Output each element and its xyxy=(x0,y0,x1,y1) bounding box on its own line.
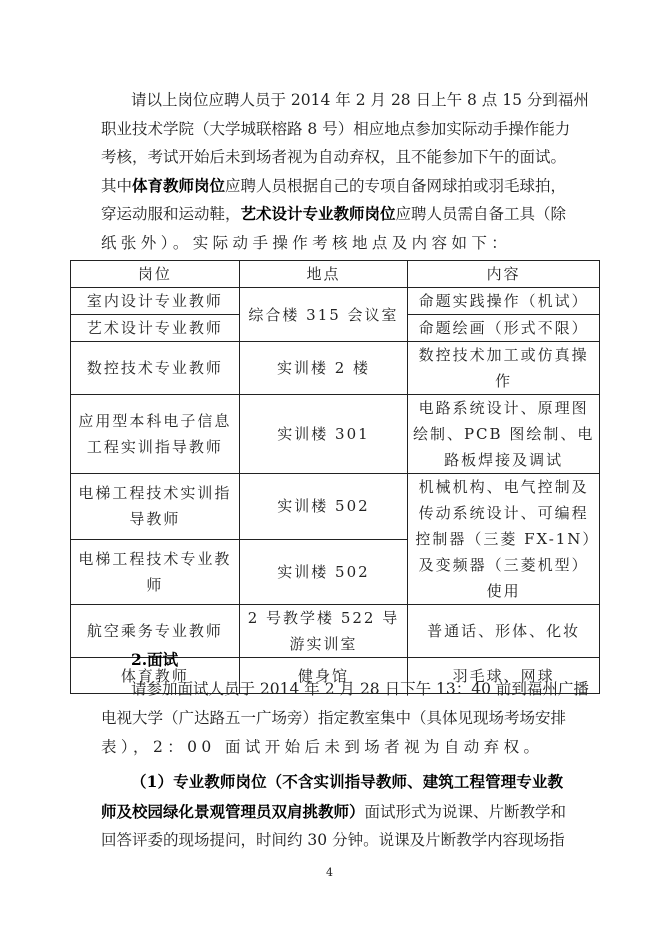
post-cell: 艺术设计专业教师 xyxy=(71,315,240,342)
header-cell: 内容 xyxy=(408,261,600,288)
content-cell: 命题实践操作（机试） xyxy=(408,288,600,315)
header-cell: 地点 xyxy=(239,261,408,288)
post-cell: 航空乘务专业教师 xyxy=(71,605,240,658)
post-cell: 体育教师 xyxy=(71,658,240,694)
text-line xyxy=(131,771,563,793)
text-line xyxy=(101,801,567,823)
table-row xyxy=(71,342,600,395)
text-line: 回答评委的现场提问，时间约 30 分钟。说课及片断教学内容现场指 xyxy=(101,831,565,849)
post-cell: 电梯工程技术实训指导教师 xyxy=(71,474,240,540)
text-line: 请参加面试人员于 2014 年 2 月 28 日下午 13：40 前到福州广播 xyxy=(131,680,589,698)
bold-text: 艺术设计专业教师岗位 xyxy=(240,204,396,223)
place-cell: 实训楼 301 xyxy=(239,395,408,474)
post-cell: 应用型本科电子信息工程实训指导教师 xyxy=(71,395,240,474)
text: 应聘人员需自备工具（除 xyxy=(395,205,567,223)
content-cell: 命题绘画（形式不限） xyxy=(408,315,600,342)
text-line: 请以上岗位应聘人员于 2014 年 2 月 28 日上午 8 点 15 分到福州 xyxy=(131,91,589,109)
place-cell: 实训楼 502 xyxy=(239,539,408,605)
place-cell: 2 号教学楼 522 导游实训室 xyxy=(239,605,408,658)
content-cell: 电路系统设计、原理图绘制、PCB 图绘制、电路板焊接及调试 xyxy=(408,395,600,474)
place-cell: 综合楼 315 会议室 xyxy=(239,288,408,342)
text-line: 表），2：00 面试开始后未到场者视为自动弃权。 xyxy=(101,738,544,756)
exam-location-table xyxy=(70,260,600,694)
content-cell: 羽毛球、网球 xyxy=(408,658,600,694)
place-cell: 健身馆 xyxy=(239,658,408,694)
content-cell: 数控技术加工或仿真操作 xyxy=(408,342,600,395)
content-cell: 机械机构、电气控制及传动系统设计、可编程控制器（三菱 FX-1N）及变频器（三菱机型）使用 xyxy=(408,474,600,605)
text: 穿运动服和运动鞋， xyxy=(101,205,241,223)
bold-text: （1）专业教师岗位（不含实训指导教师、建筑工程管理专业教 xyxy=(131,772,563,791)
text: 其中 xyxy=(101,177,133,195)
text-line xyxy=(101,203,567,225)
table-row xyxy=(71,395,600,474)
post-cell: 室内设计专业教师 xyxy=(71,288,240,315)
bold-text: 师及校园绿化景观管理员双肩挑教师） xyxy=(101,802,365,821)
text-line xyxy=(101,175,567,197)
text-line: 电视大学（广达路五一广场旁）指定教室集中（具体见现场考场安排 xyxy=(101,709,567,727)
table-row xyxy=(71,288,600,315)
place-cell: 实训楼 2 楼 xyxy=(239,342,408,395)
post-cell: 电梯工程技术专业教师 xyxy=(71,539,240,605)
text-line: 职业技术学院（大学城联榕路 8 号）相应地点参加实际动手操作能力 xyxy=(101,120,571,138)
text: 面试形式为说课、片断教学和 xyxy=(364,803,567,821)
header-cell: 岗位 xyxy=(71,261,240,288)
text: 应聘人员根据自己的专项自备网球拍或羽毛球拍， xyxy=(225,177,567,195)
table-row xyxy=(71,474,600,540)
post-cell: 数控技术专业教师 xyxy=(71,342,240,395)
page-number: 4 xyxy=(326,866,333,879)
bold-text: 体育教师岗位 xyxy=(132,176,226,195)
text-line: 考核，考试开始后未到场者视为自动弃权，且不能参加下午的面试。 xyxy=(101,148,567,166)
place-cell: 实训楼 502 xyxy=(239,474,408,540)
section-heading: 2.面试 xyxy=(131,650,179,669)
content-cell: 普通话、形体、化妆 xyxy=(408,605,600,658)
text-line: 纸张外）。实际动手操作考核地点及内容如下： xyxy=(101,234,512,252)
table-header-row xyxy=(71,261,600,288)
